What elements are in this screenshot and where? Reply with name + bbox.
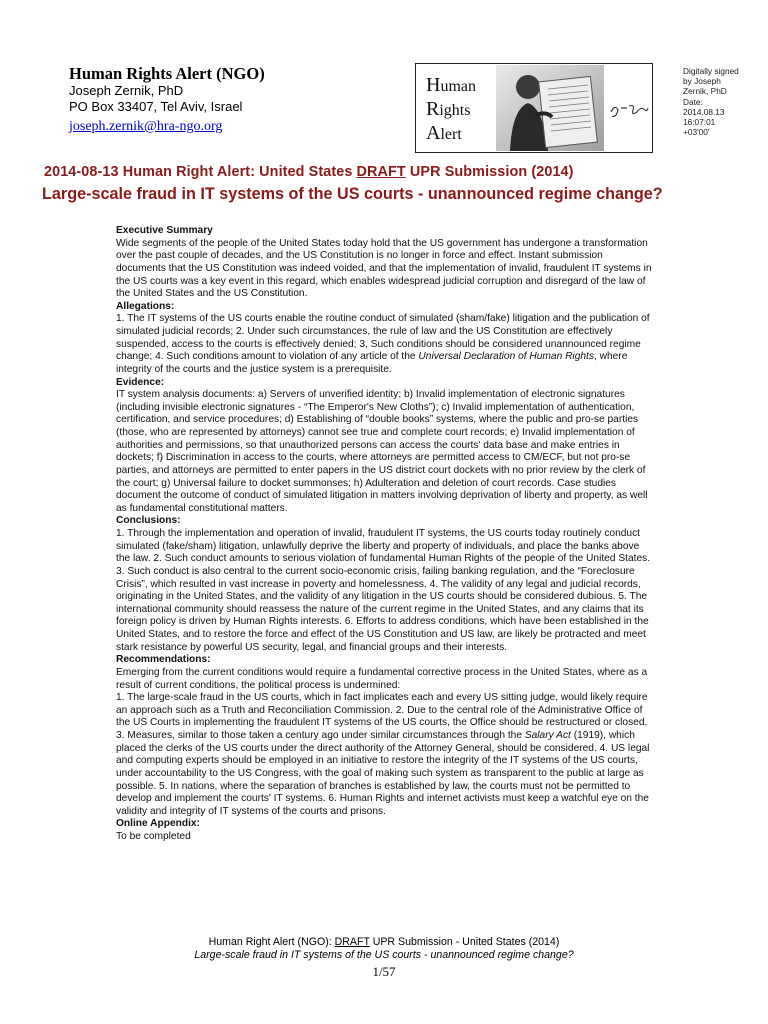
evidence-text: IT system analysis documents: a) Servers of unverified identity; b) Invalid implementation of electronic signatures (including invisible electronic signatures - “The Emperor's New Cloths”); c) Invalid implementation of authentication, certification, and service procedures; d) Establishing of “double books” systems, where the public and pro-se parties (those, who are represented by attorneys) cannot see true and complete court records; e) Invalid implementation of authorities and permissions, so that unauthorized persons can access the courts' data base and make entries in dockets; f) Discrimination in access to the courts, where attorneys are permitted access to CM/ECF, but not pro-se parties, and attorneys are permitted to enter papers in the US district court dockets with no prior review by the clerk of the court; g) Universal failure to docket summonses; h) Adulteration and deletion of court records. Case studies document the outcome of conduct of simulated litigation in matters involving deprivation of liberty and property, as well as fundamental constitutional matters. xyxy=(116,389,648,514)
document-body xyxy=(116,225,652,844)
executive-summary-text: Wide segments of the people of the United States today hold that the US government has undergone a transformation over the past couple of decades, and the US Constitution is no longer in force and effect. Instant submission documents that the US Constitution was indeed voided, and that the implementation of invalid, fraudulent IT systems in the US courts was a key event in this regard, which enables widespread judicial corruption and disregard of the law of the United States and the US Constitution. xyxy=(116,237,652,300)
evidence-heading: Evidence: xyxy=(116,376,165,388)
footer-line-2: Large-scale fraud in IT systems of the US courts - unannounced regime change? xyxy=(194,949,574,961)
org-email-link[interactable]: joseph.zernik@hra-ngo.org xyxy=(69,119,223,134)
digital-signature-note: Digitally signed by Joseph Zernik, PhD Date: 2014.08.13 16:07:01 +03'00' xyxy=(683,66,739,138)
org-address: PO Box 33407, Tel Aviv, Israel xyxy=(69,99,243,114)
hra-logo xyxy=(415,63,653,153)
page-number: 1/57 xyxy=(372,964,396,979)
conclusions-heading: Conclusions: xyxy=(116,515,181,527)
recommendations-heading: Recommendations: xyxy=(116,654,211,666)
logo-wordmark: Human Rights Alert xyxy=(426,74,476,144)
signature-scribble-icon xyxy=(609,94,649,124)
recommendations-text: Emerging from the current conditions would require a fundamental corrective process in the United States, where as a result of current conditions, the political process is undermined: 1. The large-scale fraud in the US courts, which in fact implicates each and every US sitting judge, would likely require an approach such as a Truth and Reconciliation Commission. 2. Due to the central role of the Administrative Office of the US Courts in implementing the fraudulent IT systems of the US courts, the Office should be restructured or closed. 3. Measures, similar to those taken a century ago under similar circumstances through the Salary Act (1919), which placed the clerks of the US courts under the direct authority of the Attorney General, should be considered. 4. US legal and computing experts should be employed in an initiative to restore the integrity of the IT systems of the US courts, under accountability to the US Congress, with the goal of making such system as transparent to the public at large as possible. 5. In nations, where the separation of branches is established by law, the courts must not be permitted to develop and implement the courts' IT systems. 6. Human Rights and internet activists must keep a watchful eye on the validity and integrity of IT systems of the courts and prisons. xyxy=(116,666,650,817)
document-title: Large-scale fraud in IT systems of the US courts - unannounced regime change? xyxy=(42,185,663,203)
conclusions-text: 1. Through the implementation and operation of invalid, fraudulent IT systems, the US courts today routinely conduct simulated (fake/sham) litigation, unlawfully deprive the liberty and property of individuals, and place the banks above the law. 2. Such conduct amounts to serious violation of fundamental Human Rights of the people of the United States. 3. Such conduct is also central to the current socio-economic crisis, failing banking regulation, and the “Foreclosure Crisis”, which resulted in vast increase in poverty and homelessness. 4. The validity of any legal and judicial records, originating in the United States, and the validity of any litigation in the US courts should be considered dubious. 5. The international community should reassess the nature of the current regime in the United States, and any claims that its foreign policy is driven by Human Rights interests. 6. Efforts to address conditions, which have been established in the United States, and to restore the force and effect of the US Constitution and US law, are likely be protracted and meet stark resistance by powerful US security, legal, and financial groups and their interests. xyxy=(116,528,651,653)
org-person: Joseph Zernik, PhD xyxy=(69,83,184,98)
footer-line-1: Human Right Alert (NGO): DRAFT UPR Submission - United States (2014) xyxy=(208,936,560,948)
online-appendix-heading: Online Appendix: xyxy=(116,818,200,830)
document-heading: 2014-08-13 Human Right Alert: United States DRAFT UPR Submission (2014) xyxy=(44,164,574,180)
logo-photo-icon xyxy=(496,65,604,151)
allegations-text: 1. The IT systems of the US courts enable the routine conduct of simulated (sham/fake) litigation and the publication of simulated judicial records; 2. Under such circumstances, the rule of law and the US Constitution are effectively suspended, access to the courts is effectively denied; 3, Such conditions should be considered unannounced regime change; 4. Such conditions amount to violation of any article of the Universal Declaration of Human Rights, where integrity of the courts and the justice system is a prerequisite. xyxy=(116,313,650,375)
executive-summary-heading: Executive Summary xyxy=(116,225,213,236)
allegations-heading: Allegations: xyxy=(116,300,175,312)
org-name: Human Rights Alert (NGO) xyxy=(69,64,265,83)
online-appendix-text: To be completed xyxy=(116,831,191,842)
